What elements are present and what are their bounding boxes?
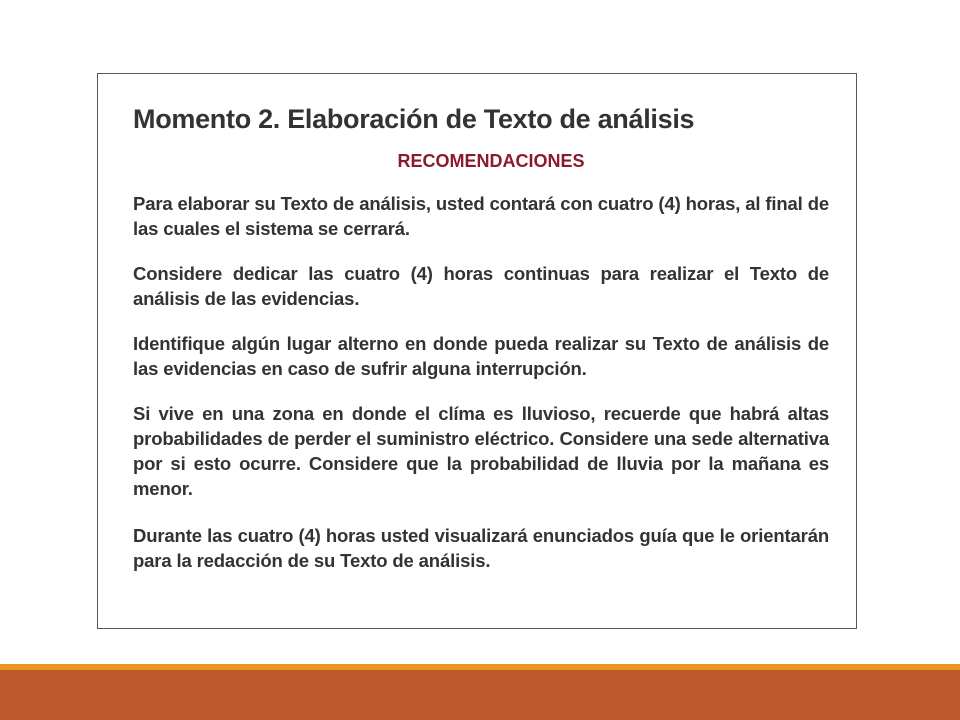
slide-title: Momento 2. Elaboración de Texto de análisis [133, 104, 695, 134]
recommendation-paragraph-4: Si vive en una zona en donde el clíma es lluvioso, recuerde que habrá altas probabilidades de perder el suministro eléctrico. Considere una sede alternativa por si esto ocurre. Considere que la probabilidad de lluvia por la mañana es menor. [133, 403, 829, 499]
recommendation-paragraph-3: Identifique algún lugar alterno en donde pueda realizar su Texto de análisis de las evidencias en caso de sufrir alguna interrupción. [133, 333, 829, 379]
recommendation-paragraph-1: Para elaborar su Texto de análisis, usted contará con cuatro (4) horas, al final de las cuales el sistema se cerrará. [133, 193, 829, 239]
slide-content [133, 102, 829, 573]
content-frame [97, 73, 857, 629]
footer-bar [0, 670, 960, 720]
recommendation-paragraph-2: Considere dedicar las cuatro (4) horas continuas para realizar el Texto de análisis de las evidencias. [133, 263, 829, 309]
recommendation-paragraph-5: Durante las cuatro (4) horas usted visualizará enunciados guía que le orientarán para la redacción de su Texto de análisis. [133, 525, 829, 571]
recommendations-heading: RECOMENDACIONES [397, 151, 585, 171]
